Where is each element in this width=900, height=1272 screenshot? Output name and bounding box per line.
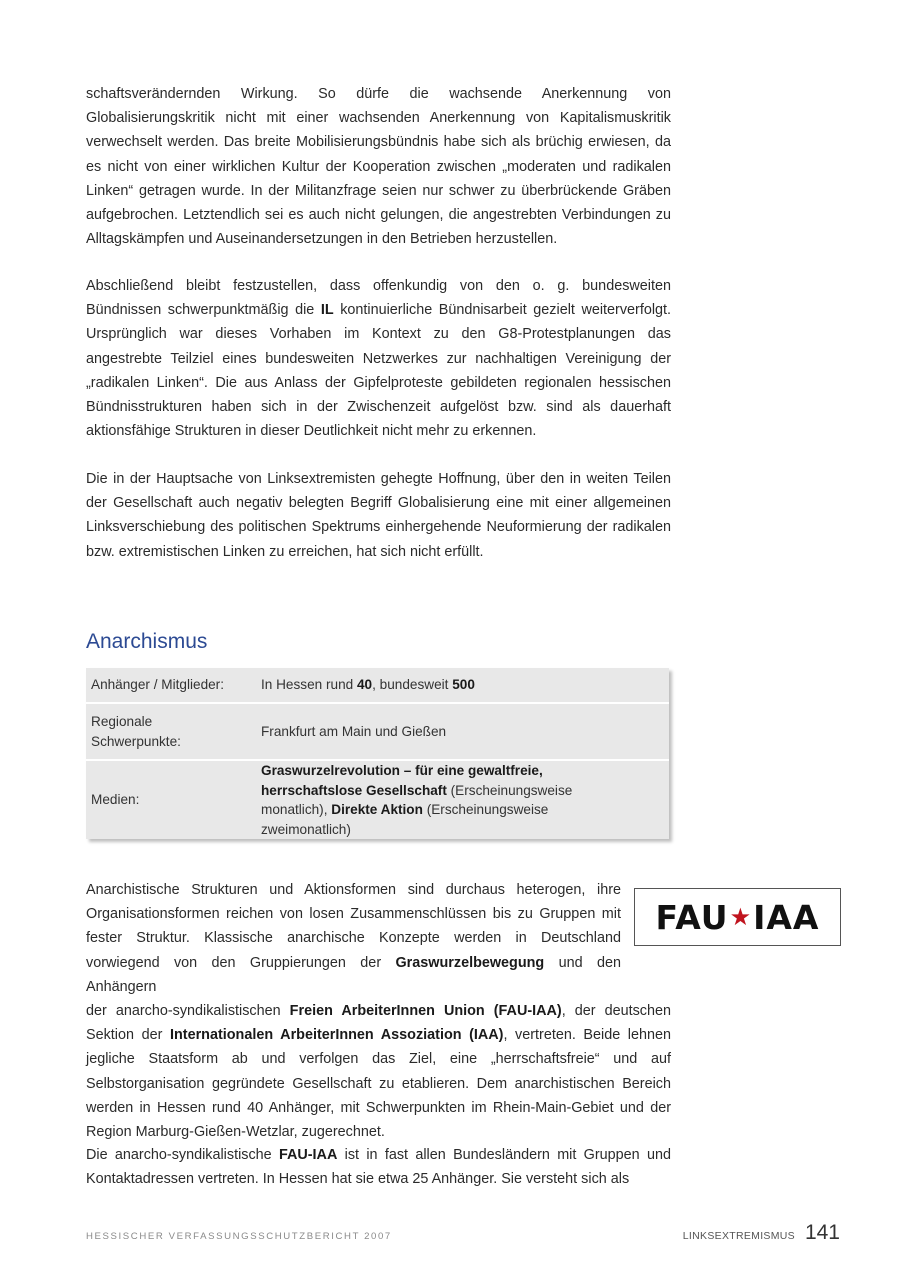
- wrapped-text: [86, 878, 621, 999]
- text-run: ist in fast allen Bundesländern mit Gruppen und Kontaktadressen vertreten. In Hessen hat sie etwa 25 Anhänger. Sie versteht sich als: [86, 1147, 671, 1188]
- red-star-icon: ★: [729, 903, 753, 931]
- bold-term: FAU-IAA: [278, 1147, 338, 1163]
- body-paragraph: [86, 1143, 671, 1191]
- footer-publication: HESSISCHER VERFASSUNGSSCHUTZBERICHT 2007: [86, 1231, 392, 1242]
- body-paragraph: [86, 274, 671, 443]
- logo-wordmark: [656, 898, 820, 937]
- text-run: und den Anhängern: [86, 954, 621, 995]
- text-run: , bundesweit: [372, 677, 449, 693]
- text-run: Die anarcho-syndikalistische: [86, 1147, 272, 1163]
- text-run: kontinuierliche Bündnisarbeit gezielt weiterverfolgt. Ursprünglich war dieses Vorhaben im Kontext zu den G8-Protestplanungen das angestrebte Teilziel eines bundesweiten Netzwerkes zur nachhaltigen Vereinigung der „radikalen Linken“. Die aus Anlass der Gipfelproteste gebildeten regionalen hessischen Bündnisstrukturen haben sich in der Zwischenzeit aufgelöst bzw. sind als dauerhaft aktionsfähige Strukturen in dieser Deutlichkeit nicht mehr zu erkennen.: [86, 302, 672, 440]
- section-heading: Anarchismus: [86, 630, 208, 653]
- row-value: Frankfurt am Main und Gießen: [261, 723, 447, 739]
- row-label: Regionale Schwerpunkte:: [91, 714, 181, 749]
- logo-text-left: FAU: [655, 897, 729, 937]
- body-paragraph: schaftsverändernden Wirkung. So dürfe die wachsende Anerkennung von Globalisierungskritik nicht mit einer wachsenden Anerkennung von Kapitalismuskritik verwechselt werden. Das breite Mobilisierungsbündnis habe sich als brüchig erwiesen, da es nicht von einer wirklichen Kultur der Kooperation zwischen „moderaten und radikalen Linken“ getragen wurde. In der Militanzfrage seien nur schwer zu überbrückende Gräben aufgebrochen. Letztendlich sei es auch nicht gelungen, die angestrebten Verbindungen zu Alltagskämpfen und Auseinandersetzungen in den Betrieben herzustellen.: [86, 86, 671, 248]
- footer-right: [683, 1221, 840, 1245]
- bold-term: Graswurzelbewegung: [395, 954, 545, 971]
- table-row: [86, 668, 669, 704]
- bold-term: Internationalen ArbeiterInnen Assoziation (IAA): [169, 1027, 504, 1044]
- row-label: Anhänger / Mitglieder:: [91, 677, 224, 693]
- text-run: Anarchistische Strukturen und Aktionsformen sind durchaus heterogen, ihre Organisationsformen reichen von losen Zusammenschlüssen bis zu Gruppen mit fester Struktur. Klassische anarchische Konzepte werden in Deutschland vorwiegend von den Gruppierungen der: [86, 882, 621, 971]
- table-row: [86, 761, 669, 839]
- bold-title: Graswurzelrevolution – für eine gewaltfreie, herrschaftslose Gesellschaft: [261, 763, 543, 798]
- text-run: , vertreten. Beide lehnen jegliche Staatsform ab und verfolgen das Ziel, eine „herrschaftsfreie“ und auf Selbstorganisation gegründete Gesellschaft zu etablieren. Dem anarchistischen Bereich werden in Hessen rund 40 Anhänger, mit Schwerpunkten im Rhein-Main-Gebiet und der Region Marburg-Gießen-Wetzlar, zugerechnet.: [86, 1027, 672, 1141]
- body-paragraph: [86, 878, 671, 1144]
- footer-section-name: LINKSEXTREMISMUS: [682, 1230, 795, 1242]
- bold-number: 40: [356, 677, 373, 693]
- text-run: In Hessen rund: [261, 677, 354, 693]
- text-run: , der deutschen Sektion der: [86, 1003, 672, 1044]
- row-label: Medien:: [91, 792, 140, 808]
- text-run: (Erscheinungsweise zweimonatlich): [261, 802, 549, 837]
- row-value: [261, 761, 669, 839]
- logo-text-right: IAA: [753, 897, 820, 937]
- page-number: 141: [804, 1221, 840, 1244]
- text-run: der anarcho-syndikalistischen: [86, 1003, 281, 1020]
- body-paragraph: Die in der Hauptsache von Linksextremisten gehegte Hoffnung, über den in weiten Teilen der Gesellschaft auch negativ belegten Begriff Globalisierung eine mit einer allgemeinen Linksverschiebung des politischen Spektrums einhergehende Neuformierung der radikalen bzw. extremistischen Linken zu erreichen, hat sich nicht erfüllt.: [86, 471, 671, 560]
- info-table: [86, 668, 669, 839]
- bold-number: 500: [452, 677, 475, 693]
- text-run: Abschließend bleibt festzustellen, dass offenkundig von den o. g. bundesweiten Bündnissen schwerpunktmäßig die: [86, 278, 671, 319]
- bold-title: Direkte Aktion: [331, 802, 423, 817]
- table-row: [86, 704, 669, 761]
- bold-term: Freien ArbeiterInnen Union (FAU-IAA): [289, 1003, 562, 1020]
- row-value: [261, 675, 669, 695]
- bold-term: IL: [320, 302, 334, 319]
- text-run: (Erscheinungsweise monatlich),: [261, 782, 573, 817]
